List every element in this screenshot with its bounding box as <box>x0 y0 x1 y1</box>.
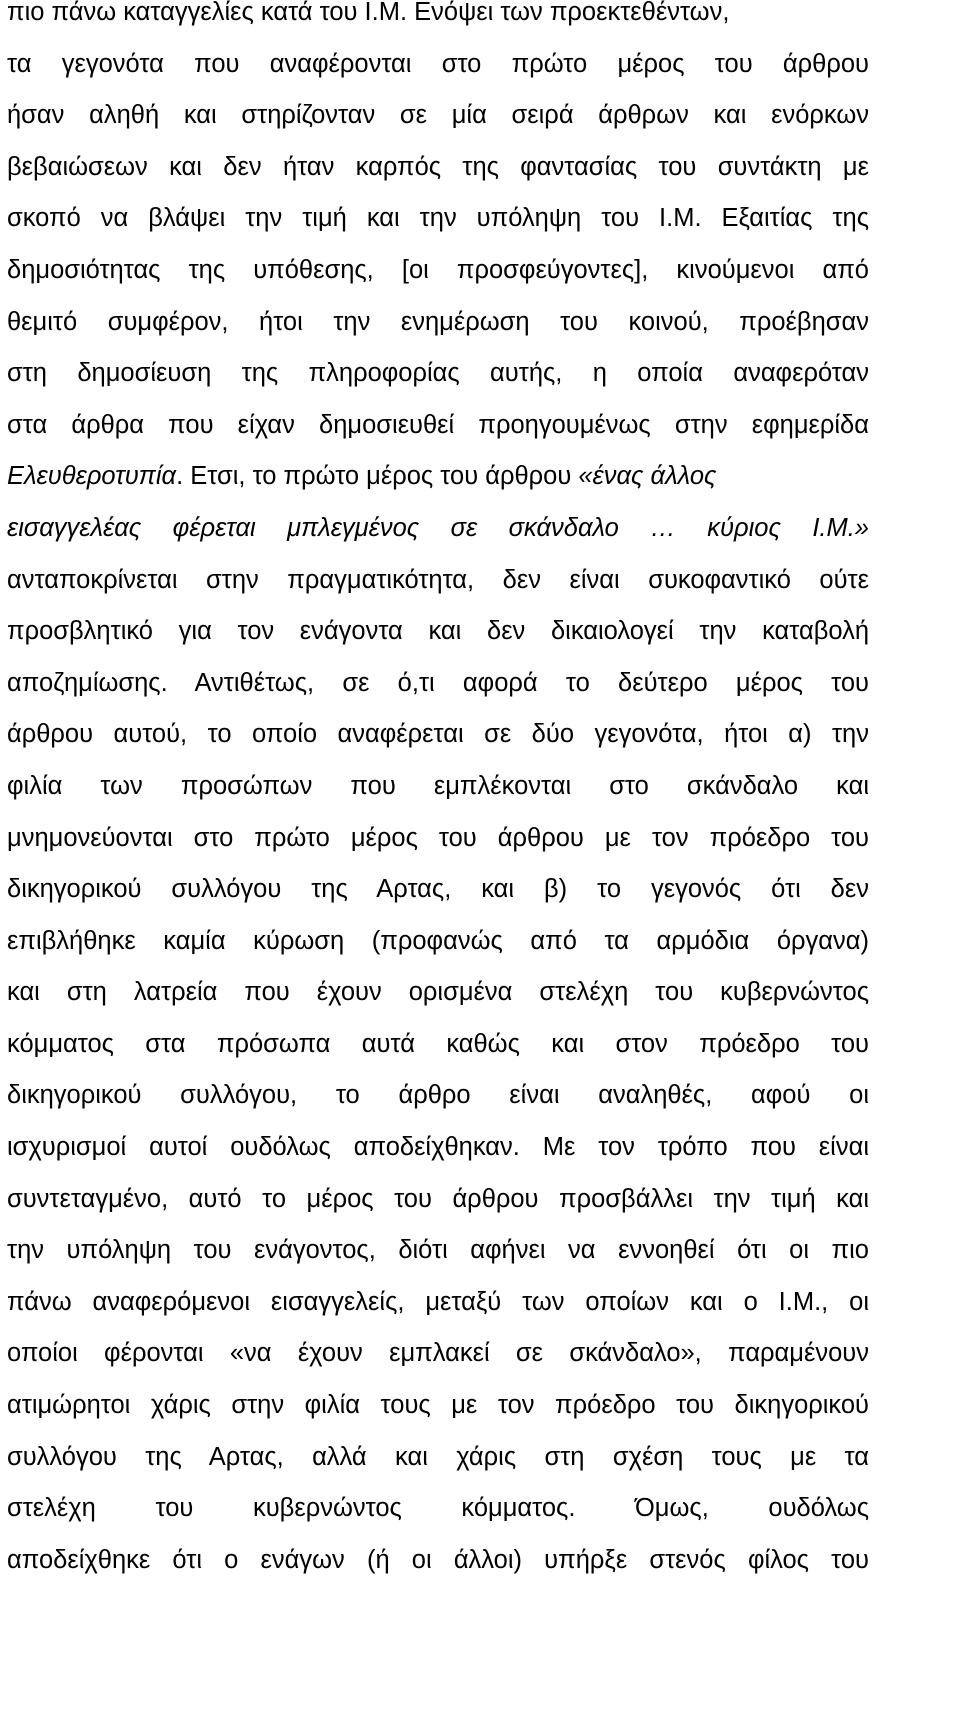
text-line-31: αποδείχθηκε ότι ο ενάγων (ή οι άλλοι) υπήρξε στενός φίλος του <box>7 1545 869 1574</box>
text-line-24: συντεταγμένο, αυτό το μέρος του άρθρου προσβάλλει την τιμή και <box>7 1184 869 1213</box>
text-line-17: μνημονεύονται στο πρώτο μέρος του άρθρου με τον πρόεδρο του <box>7 823 869 852</box>
text-line-7: θεμιτό συμφέρον, ήτοι την ενημέρωση του κοινού, προέβησαν <box>7 307 869 336</box>
text-line-18: δικηγορικού συλλόγου της Αρτας, και β) το γεγονός ότι δεν <box>7 875 869 904</box>
text-line-21: κόμματος στα πρόσωπα αυτά καθώς και στον πρόεδρο του <box>7 1029 869 1058</box>
text-line-9: στα άρθρα που είχαν δημοσιευθεί προηγουμένως στην εφημερίδα <box>7 410 869 439</box>
text-line-13: προσβλητικό για τον ενάγοντα και δεν δικαιολογεί την καταβολή <box>7 617 869 646</box>
text-line-30: στελέχη του κυβερνώντος κόμματος. Όμως, ουδόλως <box>7 1494 869 1523</box>
text-line-29: συλλόγου της Αρτας, αλλά και χάρις στη σχέση τους με τα <box>7 1442 869 1471</box>
text-line-14: αποζημίωσης. Αντιθέτως, σε ό,τι αφορά το δεύτερο μέρος του <box>7 668 869 697</box>
text-line-23: ισχυρισμοί αυτοί ουδόλως αποδείχθηκαν. Με τον τρόπο που είναι <box>7 1133 869 1162</box>
text-line-22: δικηγορικού συλλόγου, το άρθρο είναι αναληθές, αφού οι <box>7 1081 869 1110</box>
text-line-10: Ελευθεροτυπία. Ετσι, το πρώτο μέρος του άρθρου «ένας άλλος <box>7 462 717 491</box>
text-line-16: φιλία των προσώπων που εμπλέκονται στο σκάνδαλο και <box>7 771 869 800</box>
text-line-15: άρθρου αυτού, το οποίο αναφέρεται σε δύο γεγονότα, ήτοι α) την <box>7 720 869 749</box>
text-line-27: οποίοι φέρονται «να έχουν εμπλακεί σε σκάνδαλο», παραμένουν <box>7 1339 869 1368</box>
text-line-5: σκοπό να βλάψει την τιμή και την υπόληψη του Ι.Μ. Εξαιτίας της <box>7 204 869 233</box>
article-title-quote: «ένας άλλος <box>578 462 717 491</box>
text-line-12: ανταποκρίνεται στην πραγματικότητα, δεν είναι συκοφαντικό ούτε <box>7 565 869 594</box>
text-line-19: επιβλήθηκε καμία κύρωση (προφανώς από τα αρμόδια όργανα) <box>7 926 869 955</box>
text-line-4: βεβαιώσεων και δεν ήταν καρπός της φαντασίας του συντάκτη με <box>7 152 869 181</box>
text-line-26: πάνω αναφερόμενοι εισαγγελείς, μεταξύ των οποίων και ο Ι.Μ., οι <box>7 1287 869 1316</box>
text-line-11 <box>7 503 869 555</box>
text-line-25: την υπόληψη του ενάγοντος, διότι αφήνει να εννοηθεί ότι οι πιο <box>7 1236 869 1265</box>
text-line-28: ατιμώρητοι χάρις στην φιλία τους με τον πρόεδρο του δικηγορικού <box>7 1391 869 1420</box>
text-line-20: και στη λατρεία που έχουν ορισμένα στελέχη του κυβερνώντος <box>7 978 869 1007</box>
text-line-8: στη δημοσίευση της πληροφορίας αυτής, η οποία αναφερόταν <box>7 359 869 388</box>
text-line-1: πιο πάνω καταγγελίες κατά του Ι.Μ. Ενόψει των προεκτεθέντων, <box>7 0 730 26</box>
newspaper-name: Ελευθεροτυπία <box>7 462 177 491</box>
document-page <box>7 0 869 1586</box>
text-line-6: δημοσιότητας της υπόθεσης, [οι προσφεύγοντες], κινούμενοι από <box>7 255 869 284</box>
text-line-2: τα γεγονότα που αναφέρονται στο πρώτο μέρος του άρθρου <box>7 49 869 78</box>
article-title-quote-end: εισαγγελέας φέρεται μπλεγμένος σε σκάνδαλο … κύριος Ι.Μ.» <box>7 513 869 542</box>
text-line-3: ήσαν αληθή και στηρίζονταν σε μία σειρά άρθρων και ενόρκων <box>7 101 869 130</box>
